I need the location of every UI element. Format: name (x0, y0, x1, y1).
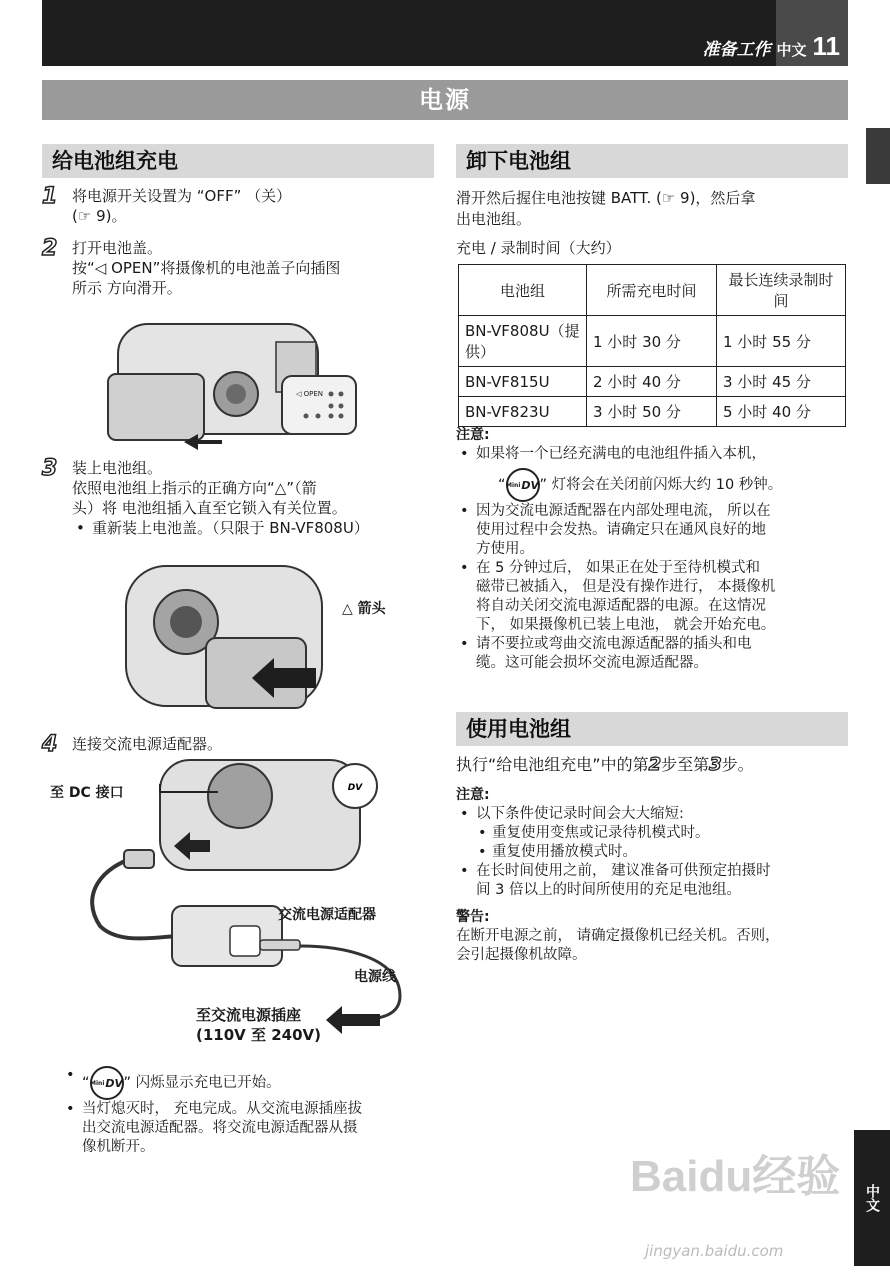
use-note-2 (456, 862, 848, 900)
remove-body-l1: 滑开然后握住电池按键 BATT. (☞ 9)，然后拿 (456, 189, 756, 207)
cord-label: 电源线 (354, 969, 396, 985)
use-body-post: 步。 (721, 755, 754, 774)
header-lang: 中文 (776, 41, 807, 59)
remove-note-1 (456, 445, 848, 502)
minidv-big: DV (521, 478, 540, 492)
warning-title: 警告: (456, 909, 490, 925)
charge-step-2 (42, 238, 434, 298)
charge-heading: 给电池组充电 (42, 144, 434, 178)
use-sub-1: • 重复使用变焦或记录待机模式时。 (456, 824, 848, 843)
charge-note-2-l3: 像机断开。 (82, 1139, 155, 1155)
header-section: 准备工作 (702, 40, 771, 60)
remove-heading: 卸下电池组 (456, 144, 848, 178)
table-cell: 2 小时 40 分 (587, 367, 717, 397)
page-number: 11 (812, 31, 840, 61)
remove-note-1-l1: • 如果将一个已经充满电的电池组件插入本机， (476, 446, 766, 462)
table-row (459, 316, 846, 367)
remove-note-1-l2: 灯将会在关闭前闪烁大约 10 秒钟。 (551, 477, 783, 493)
remove-note-3-l3: 将自动关闭交流电源适配器的电源。在这情况 (476, 598, 766, 614)
charge-step-4 (42, 734, 434, 756)
camera-insert-battery-illustration (106, 552, 336, 722)
use-notes (456, 786, 848, 965)
step2-line1: 打开电池盖。 (72, 239, 163, 257)
charge-note-1-text: ” 闪烁显示充电已开始。 (123, 1075, 281, 1091)
table-row (459, 397, 846, 427)
use-body (456, 754, 848, 775)
minidv-small: Mini (506, 481, 521, 489)
charge-step-3 (42, 458, 434, 538)
dc-jack-label: 至 DC 接口 (50, 785, 124, 801)
minidv-big: DV (105, 1076, 124, 1090)
watermark-url: jingyan.baidu.com (645, 1242, 784, 1260)
step3-bullet: • 重新装上电池盖。（只限于 BN-VF808U） (72, 518, 434, 538)
remove-note-3-l1: • 在 5 分钟过后， 如果正在处于至待机模式和 (476, 560, 761, 576)
outlet-label-2: (110V 至 240V) (196, 1026, 321, 1044)
minidv-icon (90, 1066, 124, 1100)
table-header: 所需充电时间 (587, 265, 717, 316)
open-callout-label: ◁ OPEN (296, 390, 323, 398)
arrow-callout: △ 箭头 (342, 601, 386, 617)
step-number: 3 (42, 456, 58, 481)
outlet-label-1: 至交流电源插座 (196, 1006, 302, 1024)
table-cell: 5 小时 40 分 (717, 397, 846, 427)
remove-note-4 (456, 635, 848, 673)
dv-icon-label: DV (347, 783, 363, 793)
remove-notes (456, 426, 848, 673)
table-cell: 3 小时 45 分 (717, 367, 846, 397)
remove-body (456, 188, 848, 230)
use-body-pre: 执行“给电池组充电”中的第 (456, 755, 649, 774)
language-tab-label: 中文 (864, 1184, 880, 1212)
table-row (459, 367, 846, 397)
step4-line1: 连接交流电源适配器。 (72, 735, 223, 753)
use-note-1: • 以下条件使记录时间会大大缩短: (456, 805, 848, 824)
charge-bottom-notes (62, 1066, 436, 1157)
step-number: 1 (42, 184, 58, 209)
page-header-bar (42, 0, 848, 66)
remove-note-3 (456, 559, 848, 635)
remove-note-2 (456, 502, 848, 559)
table-cell: 1 小时 55 分 (717, 316, 846, 367)
table-cell: BN-VF808U（提供） (459, 316, 587, 367)
step3-line2: 依照电池组上指示的正确方向“△”（箭 (72, 479, 317, 497)
adapter-label: 交流电源适配器 (278, 907, 376, 923)
step-number: 2 (42, 236, 58, 261)
minidv-icon (506, 468, 540, 502)
watermark-brand: Baidu经验 (630, 1152, 841, 1201)
charge-note-2-l1: • 当灯熄灭时， 充电完成。从交流电源插座拔 (82, 1101, 363, 1117)
warning-l1: 在断开电源之前， 请确定摄像机已经关机。否则， (456, 928, 780, 944)
step2-line3: 所示 方向滑开。 (72, 279, 182, 297)
charge-step-1 (42, 186, 434, 226)
use-step-ref-2: 3 (709, 754, 722, 775)
remove-note-2-l3: 方使用。 (476, 541, 534, 557)
table-header: 电池组 (459, 265, 587, 316)
table-header-row (459, 265, 846, 316)
step3-line3: 头）将 电池组插入直至它锁入有关位置。 (72, 499, 347, 517)
page-title: 电源 (42, 80, 848, 120)
charge-note-1 (62, 1066, 436, 1100)
use-note-2-l2: 间 3 倍以上的时间所使用的充足电池组。 (476, 882, 741, 898)
remove-note-2-l2: 使用过程中会发热。请确定只在通风良好的地 (476, 522, 766, 538)
remove-note-3-l2: 磁带已被插入， 但是没有操作进行， 本摄像机 (476, 579, 776, 595)
note-title: 注意: (456, 427, 490, 443)
table-cell: 1 小时 30 分 (587, 316, 717, 367)
charge-note-2 (62, 1100, 436, 1157)
step1-line1: 将电源开关设置为 “OFF” （关） (72, 187, 292, 205)
language-tab (854, 1130, 890, 1266)
use-body-mid: 步至第 (661, 755, 710, 774)
charge-note-2-l2: 出交流电源适配器。将交流电源适配器从摄 (82, 1120, 358, 1136)
step-number: 4 (42, 732, 58, 757)
camera-open-cover-illustration (106, 316, 358, 452)
header-text (702, 31, 840, 62)
remove-note-2-l1: • 因为交流电源适配器在内部处理电流， 所以在 (476, 503, 771, 519)
step3-line1: 装上电池组。 (72, 459, 163, 477)
table-cell: BN-VF815U (459, 367, 587, 397)
table-caption: 充电 / 录制时间（大约） (456, 239, 621, 257)
warning-l2: 会引起摄像机故障。 (456, 947, 587, 963)
table-cell: BN-VF823U (459, 397, 587, 427)
step2-line2: 按“◁ OPEN”将摄像机的电池盖子向插图 (72, 259, 341, 277)
charge-time-table (458, 264, 846, 427)
table-cell: 3 小时 50 分 (587, 397, 717, 427)
step1-line2: (☞ 9)。 (72, 207, 127, 225)
remove-body-l2: 出电池组。 (456, 210, 532, 228)
use-step-ref-1: 2 (648, 754, 662, 775)
quote-open: “ (82, 1075, 90, 1091)
minidv-small: Mini (90, 1079, 105, 1087)
table-header: 最长连续录制时间 (717, 265, 846, 316)
side-thumb-tab (866, 128, 890, 184)
note-title: 注意: (456, 787, 490, 803)
use-heading: 使用电池组 (456, 712, 848, 746)
remove-note-4-l1: • 请不要拉或弯曲交流电源适配器的插头和电 (476, 636, 752, 652)
remove-note-4-l2: 缆。这可能会损坏交流电源适配器。 (476, 655, 708, 671)
use-note-2-l1: • 在长时间使用之前， 建议准备可供预定拍摄时 (476, 863, 771, 879)
use-sub-2: • 重复使用播放模式时。 (456, 843, 848, 862)
remove-note-1-l2-wrap: “ Mini DV ” 灯将会在关闭前闪烁大约 10 秒钟。 (476, 468, 848, 502)
remove-note-3-l4: 下， 如果摄像机已装上电池， 就会开始充电。 (476, 617, 776, 633)
